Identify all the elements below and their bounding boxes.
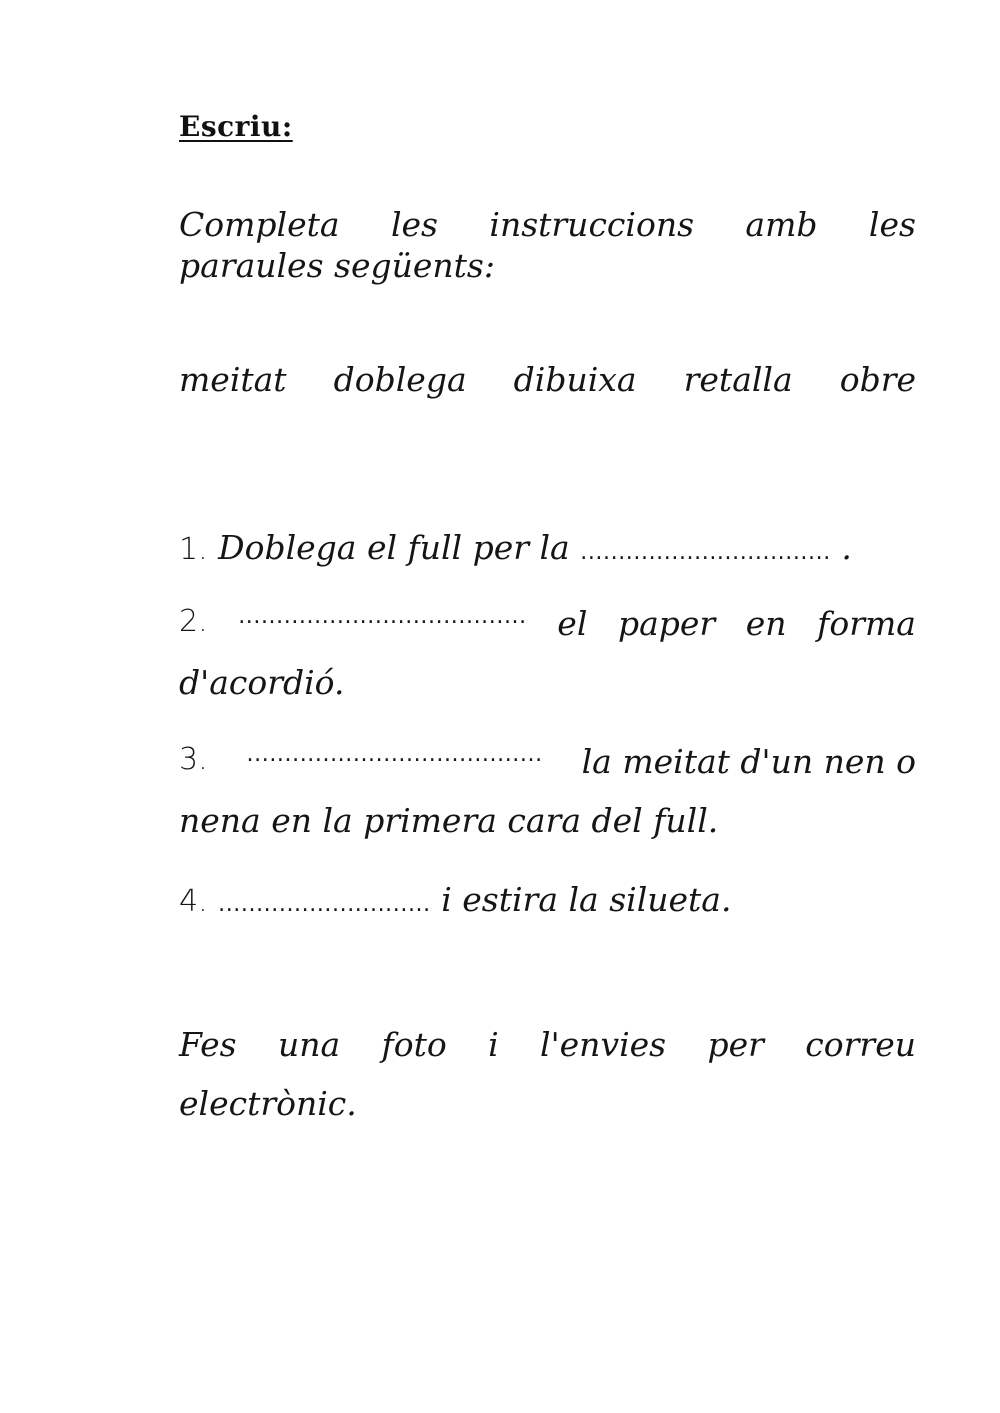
item-word: paper bbox=[617, 604, 716, 643]
exercise-item-2 bbox=[179, 604, 916, 702]
intro-instructions bbox=[179, 205, 916, 285]
exercise-item-1-line bbox=[179, 528, 916, 567]
item-number: 1. bbox=[179, 532, 208, 567]
word-bank-item: doblega bbox=[333, 360, 467, 399]
closing-line-1 bbox=[179, 1025, 916, 1064]
closing-line-2: electrònic. bbox=[179, 1084, 357, 1123]
word-bank-row bbox=[179, 360, 916, 399]
answer-blank[interactable]: ....................................... bbox=[246, 742, 543, 767]
item-text: i estira la silueta. bbox=[441, 880, 732, 919]
page-title: Escriu: bbox=[179, 110, 293, 143]
intro-word: les bbox=[868, 205, 916, 244]
word-bank-item: dibuixa bbox=[513, 360, 637, 399]
word-bank-item: obre bbox=[839, 360, 916, 399]
intro-word: amb bbox=[745, 205, 818, 244]
intro-line-2: paraules següents: bbox=[179, 246, 495, 285]
exercise-item-3-line-2: nena en la primera cara del full. bbox=[179, 801, 719, 840]
exercise-item-1 bbox=[179, 528, 916, 567]
item-text: la meitat d'un nen o bbox=[581, 742, 916, 781]
item-text: . bbox=[841, 528, 852, 567]
item-word: forma bbox=[817, 604, 916, 643]
answer-blank[interactable]: ............................ bbox=[218, 892, 431, 917]
exercise-item-3 bbox=[179, 742, 916, 840]
word-bank bbox=[179, 360, 916, 399]
intro-word: instruccions bbox=[489, 205, 695, 244]
closing-word: l'envies bbox=[540, 1025, 667, 1064]
exercise-item-2-line-1 bbox=[179, 604, 916, 643]
item-number: 2. bbox=[179, 604, 208, 639]
closing-instructions bbox=[179, 1025, 916, 1123]
item-word: el bbox=[557, 604, 588, 643]
closing-word: per bbox=[707, 1025, 764, 1064]
item-number: 3. bbox=[179, 742, 208, 777]
word-bank-item: retalla bbox=[683, 360, 793, 399]
closing-word: foto bbox=[381, 1025, 447, 1064]
word-bank-item: meitat bbox=[179, 360, 287, 399]
closing-word: correu bbox=[805, 1025, 916, 1064]
exercise-item-2-line-2: d'acordió. bbox=[179, 663, 345, 702]
answer-blank[interactable]: ...................................... bbox=[238, 604, 527, 629]
intro-word: les bbox=[390, 205, 438, 244]
exercise-item-4-line bbox=[179, 880, 916, 919]
exercise-item-4 bbox=[179, 880, 916, 919]
item-number: 4. bbox=[179, 884, 208, 919]
closing-word: Fes bbox=[179, 1025, 237, 1064]
item-text: Doblega el full per la bbox=[218, 528, 570, 567]
item-word: en bbox=[745, 604, 787, 643]
closing-word: i bbox=[488, 1025, 499, 1064]
exercise-item-3-line-1 bbox=[179, 742, 916, 781]
closing-word: una bbox=[277, 1025, 341, 1064]
answer-blank[interactable]: ................................. bbox=[580, 540, 831, 565]
intro-line-1 bbox=[179, 205, 916, 244]
intro-word: Completa bbox=[179, 205, 340, 244]
